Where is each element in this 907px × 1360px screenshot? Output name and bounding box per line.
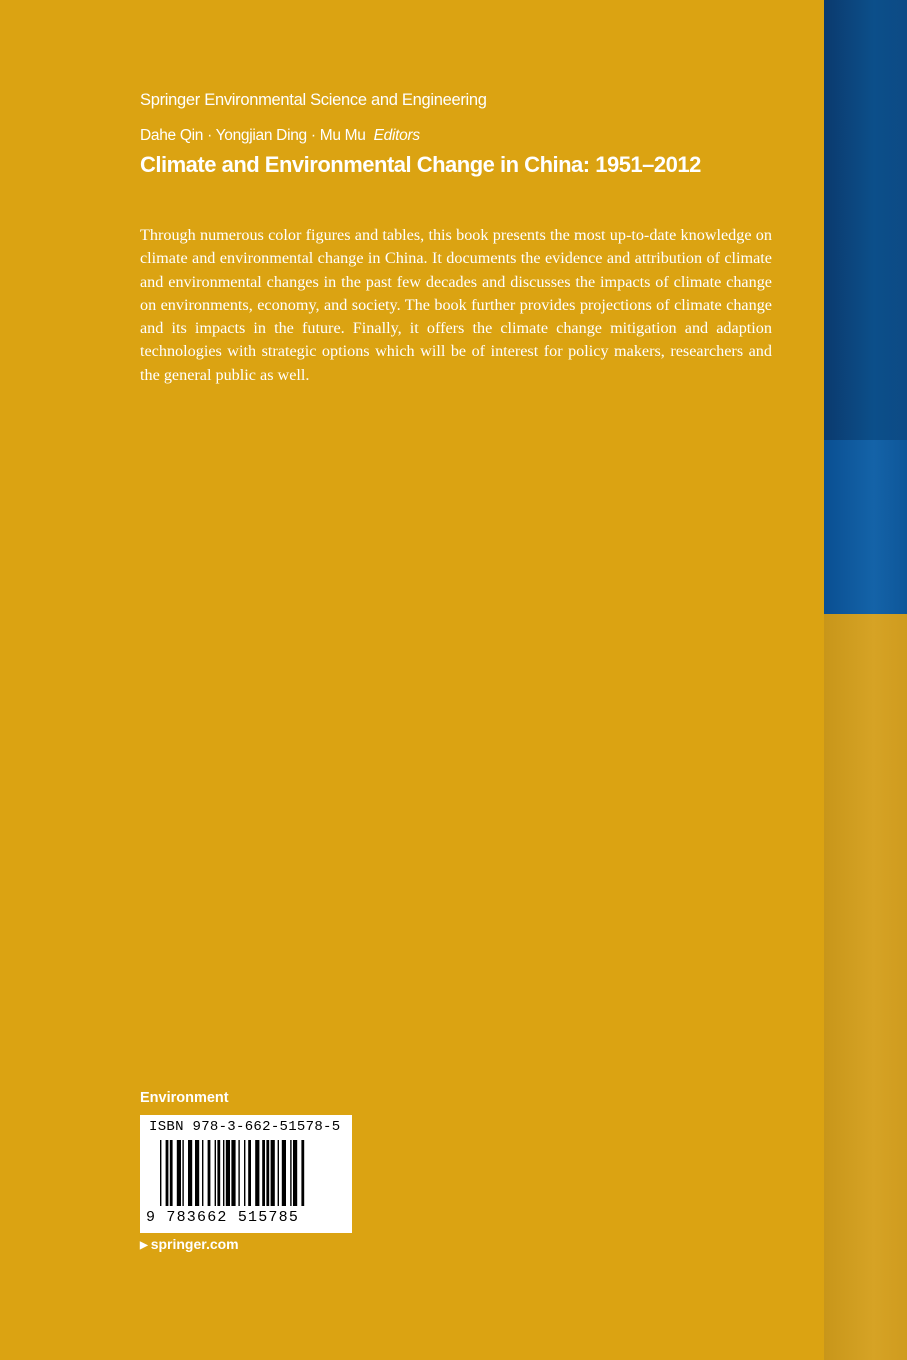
- play-arrow-icon: ▶: [140, 1240, 148, 1251]
- barcode-bars: [160, 1140, 335, 1210]
- subject-category: Environment: [140, 1090, 229, 1106]
- barcode-digits: 9 783662 515785: [146, 1209, 300, 1226]
- isbn-barcode: [140, 1115, 352, 1233]
- book-description: Through numerous color figures and tables, this book presents the most up-to-date knowledge on climate and environmental change in China. It documents the evidence and attribution of climate and environmental changes in the past few decades and discusses the impacts of climate change on environments, economy, and society. The book further provides projections of climate change and its impacts in the future. Finally, it offers the climate change mitigation and adaption technologies with strategic options which will be of interest for policy makers, researchers and the general public as well.: [140, 226, 772, 384]
- editors-line: [140, 127, 420, 145]
- spine-band-dark-blue: [824, 0, 907, 440]
- editor-names: Dahe Qin · Yongjian Ding · Mu Mu: [140, 127, 366, 144]
- spine-band-gold: [824, 614, 907, 1360]
- publisher-website[interactable]: [140, 1236, 239, 1252]
- spine-band-blue: [824, 440, 907, 614]
- book-title: Climate and Environmental Change in China: 1951–2012: [140, 152, 701, 177]
- editor-role: Editors: [373, 127, 420, 144]
- isbn-label: ISBN 978-3-662-51578-5: [149, 1119, 341, 1135]
- website-text: springer.com: [150, 1236, 239, 1252]
- series-title: Springer Environmental Science and Engineering: [140, 91, 487, 109]
